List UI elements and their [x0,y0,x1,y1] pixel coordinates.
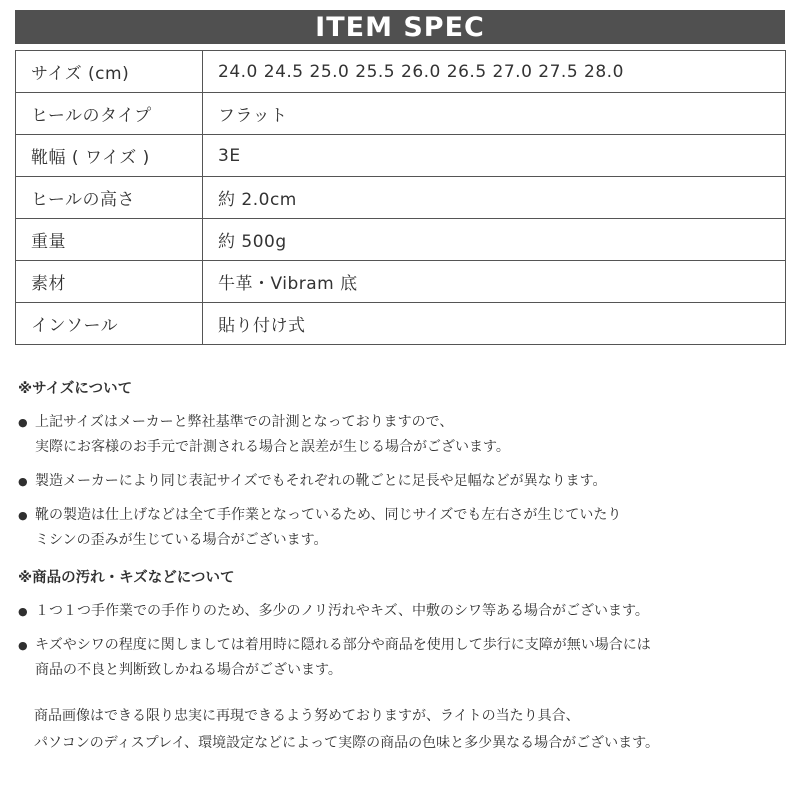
note-line: 商品の不良と判断致しかねる場合がございます。 [35,662,342,678]
size-notes-heading: ※サイズについて [18,381,133,397]
spec-row-insole [16,303,786,345]
closing-note [18,703,788,757]
closing-line: 商品画像はできる限り忠実に再現できるよう努めておりますが、ライトの当たり具合、 [34,708,580,724]
note-line: ミシンの歪みが生じている場合がございます。 [35,532,328,548]
note-line: 製造メーカーにより同じ表記サイズでもそれぞれの靴ごとに足長や足幅などが異なります。 [35,473,607,489]
spec-value: 約 2.0cm [203,177,786,219]
closing-line: パソコンのディスプレイ、環境設定などによって実際の商品の色味と多少異なる場合がございます。 [34,735,659,751]
spec-label: インソール [16,303,203,345]
spec-row-size [16,51,786,93]
spec-label: サイズ (cm) [16,51,203,93]
spec-label: 重量 [16,219,203,261]
size-note-item [18,469,788,494]
spec-value: 24.0 24.5 25.0 25.5 26.0 26.5 27.0 27.5 28.0 [203,51,786,93]
bullet-icon: ● [18,639,28,652]
damage-note-item [18,633,788,683]
size-note-item [18,503,788,553]
bullet-icon: ● [18,605,28,618]
spec-value: 約 500g [203,219,786,261]
spec-label: ヒールのタイプ [16,93,203,135]
spec-value: 貼り付け式 [203,303,786,345]
size-note-item [18,410,788,460]
bullet-icon: ● [18,509,28,522]
item-spec-header [15,10,785,44]
spec-row-width [16,135,786,177]
spec-value: 牛革・Vibram 底 [203,261,786,303]
note-line: １つ１つ手作業での手作りのため、多少のノリ汚れやキズ、中敷のシワ等ある場合がございます。 [35,603,649,619]
notes-section [18,378,788,757]
damage-notes-heading: ※商品の汚れ・キズなどについて [18,570,235,586]
spec-row-heel-type [16,93,786,135]
bullet-icon: ● [18,475,28,488]
note-line: キズやシワの程度に関しましては着用時に隠れる部分や商品を使用して歩行に支障が無い場合には [35,637,651,653]
spec-row-heel-height [16,177,786,219]
spec-label: 素材 [16,261,203,303]
spec-value: フラット [203,93,786,135]
note-line: 実際にお客様のお手元で計測される場合と誤差が生じる場合がございます。 [35,439,510,455]
spec-label: 靴幅 ( ワイズ ) [16,135,203,177]
spec-row-material [16,261,786,303]
bullet-icon: ● [18,416,28,429]
spec-row-weight [16,219,786,261]
note-line: 上記サイズはメーカーと弊社基準での計測となっておりますので、 [35,414,454,430]
note-line: 靴の製造は仕上げなどは全て手作業となっているため、同じサイズでも左右さが生じていたり [35,507,622,523]
spec-label: ヒールの高さ [16,177,203,219]
item-spec-title: ITEM SPEC [315,11,485,43]
spec-table [15,50,786,345]
damage-note-item [18,599,788,624]
spec-value: 3E [203,135,786,177]
